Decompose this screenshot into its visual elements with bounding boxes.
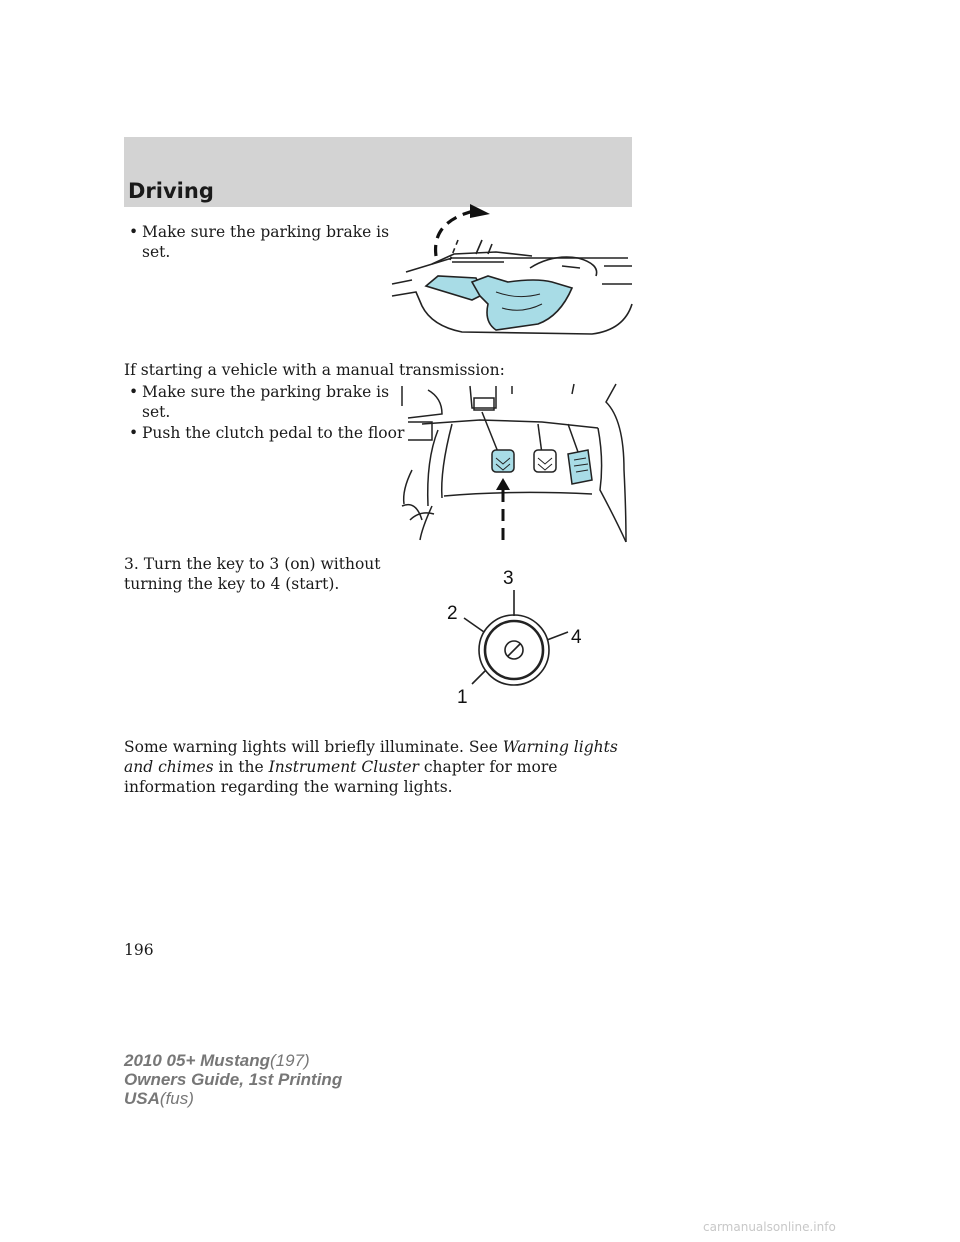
parking-brake-illustration [392, 196, 636, 342]
bullet-marker: • [129, 383, 139, 401]
warning-text-2: in the [213, 758, 269, 776]
bullet-text: Push the clutch pedal to the floor [142, 424, 405, 442]
footer-market: USA [124, 1089, 160, 1108]
warning-lights-paragraph [124, 737, 624, 797]
instrument-cluster-reference: Instrument Cluster [268, 758, 419, 776]
manual-transmission-intro: If starting a vehicle with a manual transmission: [124, 361, 505, 379]
bullet-marker: • [129, 424, 139, 442]
footer-page: (197) [270, 1051, 310, 1070]
ignition-label-1: 1 [457, 687, 468, 708]
print-footer [124, 1051, 342, 1108]
ignition-positions-diagram [436, 560, 582, 710]
ignition-label-4: 4 [571, 627, 582, 648]
ignition-label-3: 3 [503, 568, 514, 589]
warning-lights-reference: Warning lights and chimes [124, 738, 618, 776]
step-3-line-2: turning the key to 4 (start). [124, 575, 340, 593]
ignition-label-2: 2 [447, 603, 458, 624]
clutch-pedal-illustration [392, 380, 636, 546]
footer-code: (fus) [159, 1089, 194, 1108]
bullet-marker: • [129, 223, 139, 241]
watermark: carmanualsonline.info [703, 1220, 836, 1234]
footer-model: 2010 05+ Mustang [124, 1051, 270, 1070]
section-title: Driving [128, 179, 214, 203]
bullet-text: Make sure the parking brake is set. [142, 383, 390, 421]
page-number: 196 [124, 941, 154, 959]
footer-edition: Owners Guide, 1st Printing [124, 1070, 343, 1089]
warning-text-1: Some warning lights will briefly illuminate. See [124, 738, 503, 756]
step-3-line-1: 3. Turn the key to 3 (on) without [124, 555, 381, 573]
warning-text-3: chapter for more information regarding the warning lights. [124, 758, 558, 796]
bullet-text: Make sure the parking brake is set. [142, 223, 390, 261]
